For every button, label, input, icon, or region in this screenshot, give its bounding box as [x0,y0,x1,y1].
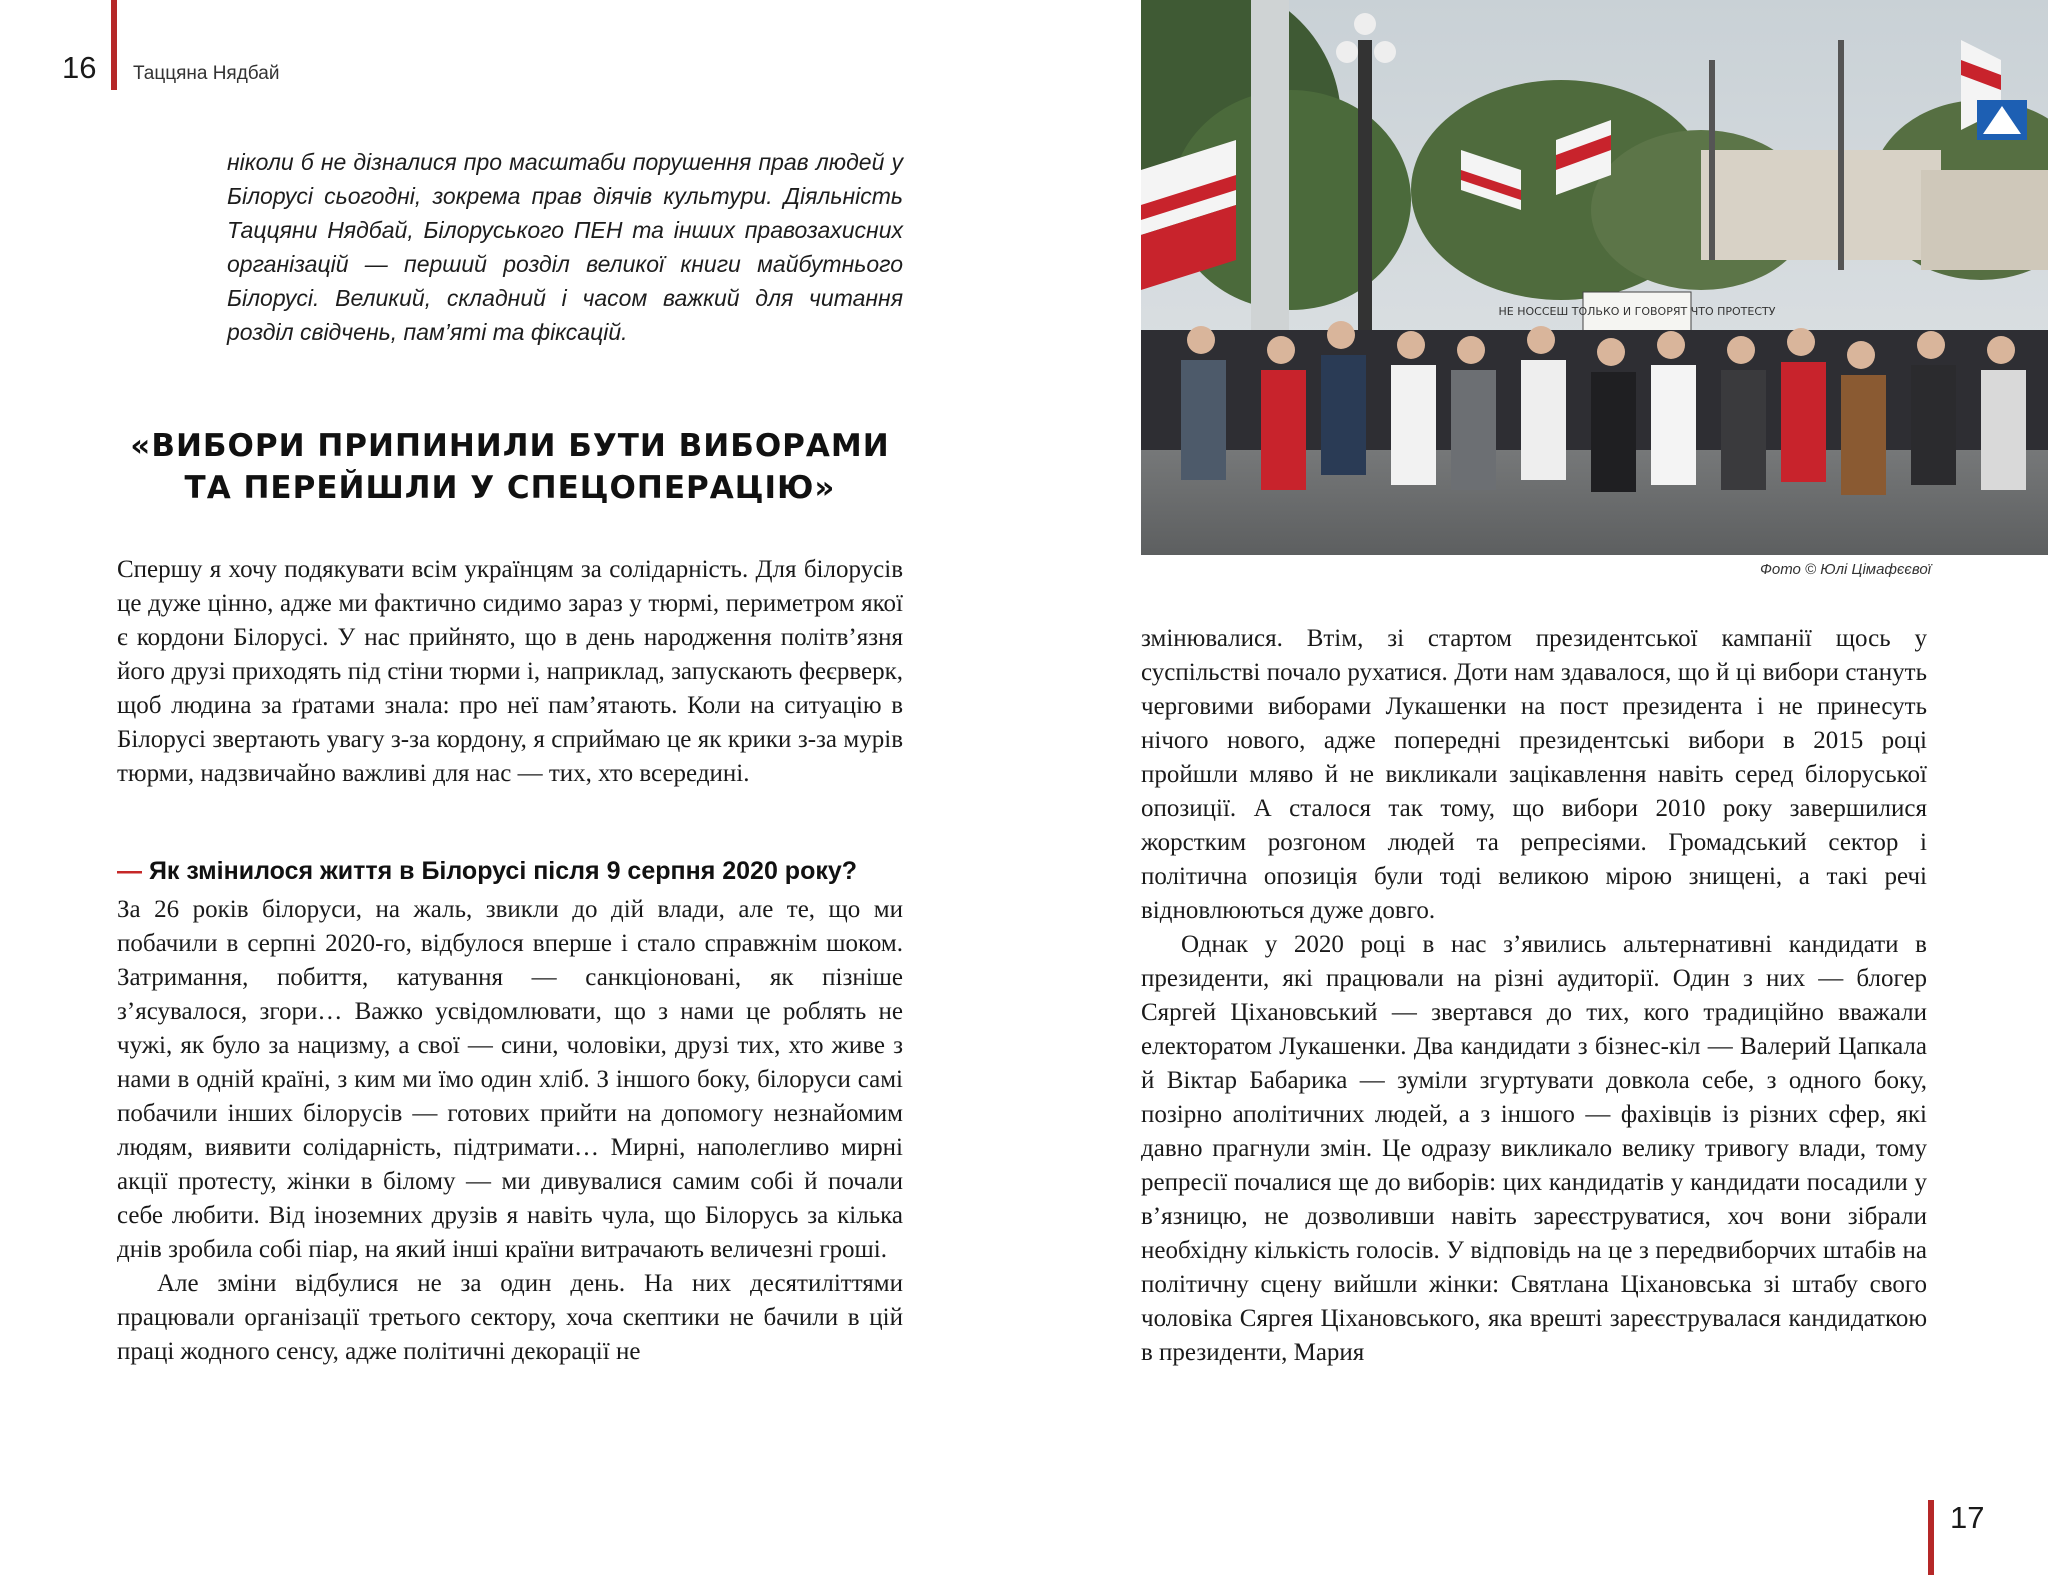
paragraph: змінювалися. Втім, зі стартом президентської кампанії щось у суспільстві почало рухатися. Доти нам здавалося, що й ці вибори стануть черговими виборами Лукашенки на пост президента і не принесуть нічого нового, адже попередні президентські вибори в 2015 році пройшли мляво й не викликали зацікавлення навіть серед білоруської опозиції. А сталося так тому, що вибори 2010 року завершилися жорстким розгоном людей та репресіями. Громадський сектор і політична опозиція були тоді великою мірою знищені, а такі речі відновлюються дуже довго. [1141,625,1927,924]
paragraph: Однак у 2020 році в нас з’явились альтернативні кандидати в президенти, які працювали на різні аудиторії. Один з них — блогер Сяргей Ціхановський — звертався до тих, кого традиційно вважали електоратом Лукашенки. Два кандидати з бізнес-кіл — Валерий Цапкала й Віктар Бабарика — зуміли згуртувати довкола себе, з одного боку, позірно аполітичних людей, а з іншого — фахівців із різних сфер, які давно прагнули змін. Це одразу викликало велику тривогу влади, тому репресії почалися ще до виборів: цих кандидатів у кандидати посадили у в’язницю, не дозволивши навіть зареєструватися, хоч вони зібрали необхідну кількість голосів. У відповідь на це з передвиборчих штабів на політичну сцену вийшли жінки: Святлана Ціхановська зі штабу свого чоловіка Сяргея Ціхановського, яка врешті зареєструвалася кандидаткою в президенти, Мария [1141,931,1927,1366]
intro-quote: ніколи б не дізналися про масштаби порушення прав людей у Білорусі сьогодні, зокрема прав діячів культури. Діяльність Таццяни Нядбай, Білоруського ПЕН та інших правозахисних організацій — перший розділ великої книги майбутнього Білорусі. Великий, складний і часом важкий для читання розділ свідчень, пам’яті та фіксацій. [227,149,903,345]
section-heading [117,425,903,509]
left-column-bottom [117,893,903,1369]
left-column-top [117,553,903,791]
paragraph: Спершу я хочу подякувати всім українцям за солідарність. Для білорусів це дуже цінно, адже ми фактично сидимо зараз у тюрмі, периметром якої є кордони Білорусі. У нас прийнято, що в день народження політв’язня його друзі приходять під стіни тюрми і, наприклад, запускають феєрверк, щоб людина за ґратами знала: про неї пам’ятають. Коли на ситуацію в Білорусі звертають увагу з-за кордону, я сприймаю це як крики з-за мурів тюрми, надзвичайно важливі для нас — тих, хто всередині. [117,556,903,787]
footer-divider-bar [1928,1500,1934,1575]
page-number-left: 16 [62,50,97,85]
section-heading-line-2: ТА ПЕРЕЙШЛИ У СПЕЦОПЕРАЦІЮ» [184,470,836,506]
paragraph: Але зміни відбулися не за один день. На них десятиліттями працювали організації третього сектору, хоча скептики не бачили в цій праці жодного сенсу, адже політичні декорації не [117,1270,903,1365]
section-heading-line-1: «ВИБОРИ ПРИПИНИЛИ БУТИ ВИБОРАМИ [130,428,890,464]
header-divider-bar [111,0,117,90]
banner-text: НЕ НОССЕШ ТОЛЬКО И ГОВОРЯТ ЧТО ПРОТЕСТУ [1498,305,1776,318]
running-header-author: Таццяна Нядбай [133,63,280,84]
protest-photo [1141,0,2048,555]
paragraph: За 26 років білоруси, на жаль, звикли до дій влади, але те, що ми побачили в серпні 2020-го, відбулося вперше і стало справжнім шоком. Затримання, побиття, катування — санкціоновані, як пізніше з’ясувалося, згори… Важко усвідомлювати, що з нами це роблять не чужі, як було за нацизму, а свої — сини, чоловіки, друзі тих, хто живе з нами в одній країні, з ким ми їмо один хліб. З іншого боку, білоруси самі побачили інших білорусів — готових прийти на допомогу незнайомим людям, виявити солідарність, підтримати… Мирні, наполегливо мирні акції протесту, жінки в білому — ми дивувалися самим собі й почали себе любити. Від іноземних друзів я навіть чула, що Білорусь за кілька днів зробила собі піар, на який інші країни витрачають величезні гроші. [117,896,903,1263]
page-number-right: 17 [1950,1500,1985,1535]
interview-question [117,854,903,888]
question-dash: — [117,857,142,885]
question-text: Як змінилося життя в Білорусі після 9 серпня 2020 року? [148,857,858,885]
right-column [1141,622,1927,1370]
photo-caption: Фото © Юлі Цімафєєвої [1759,561,1931,578]
